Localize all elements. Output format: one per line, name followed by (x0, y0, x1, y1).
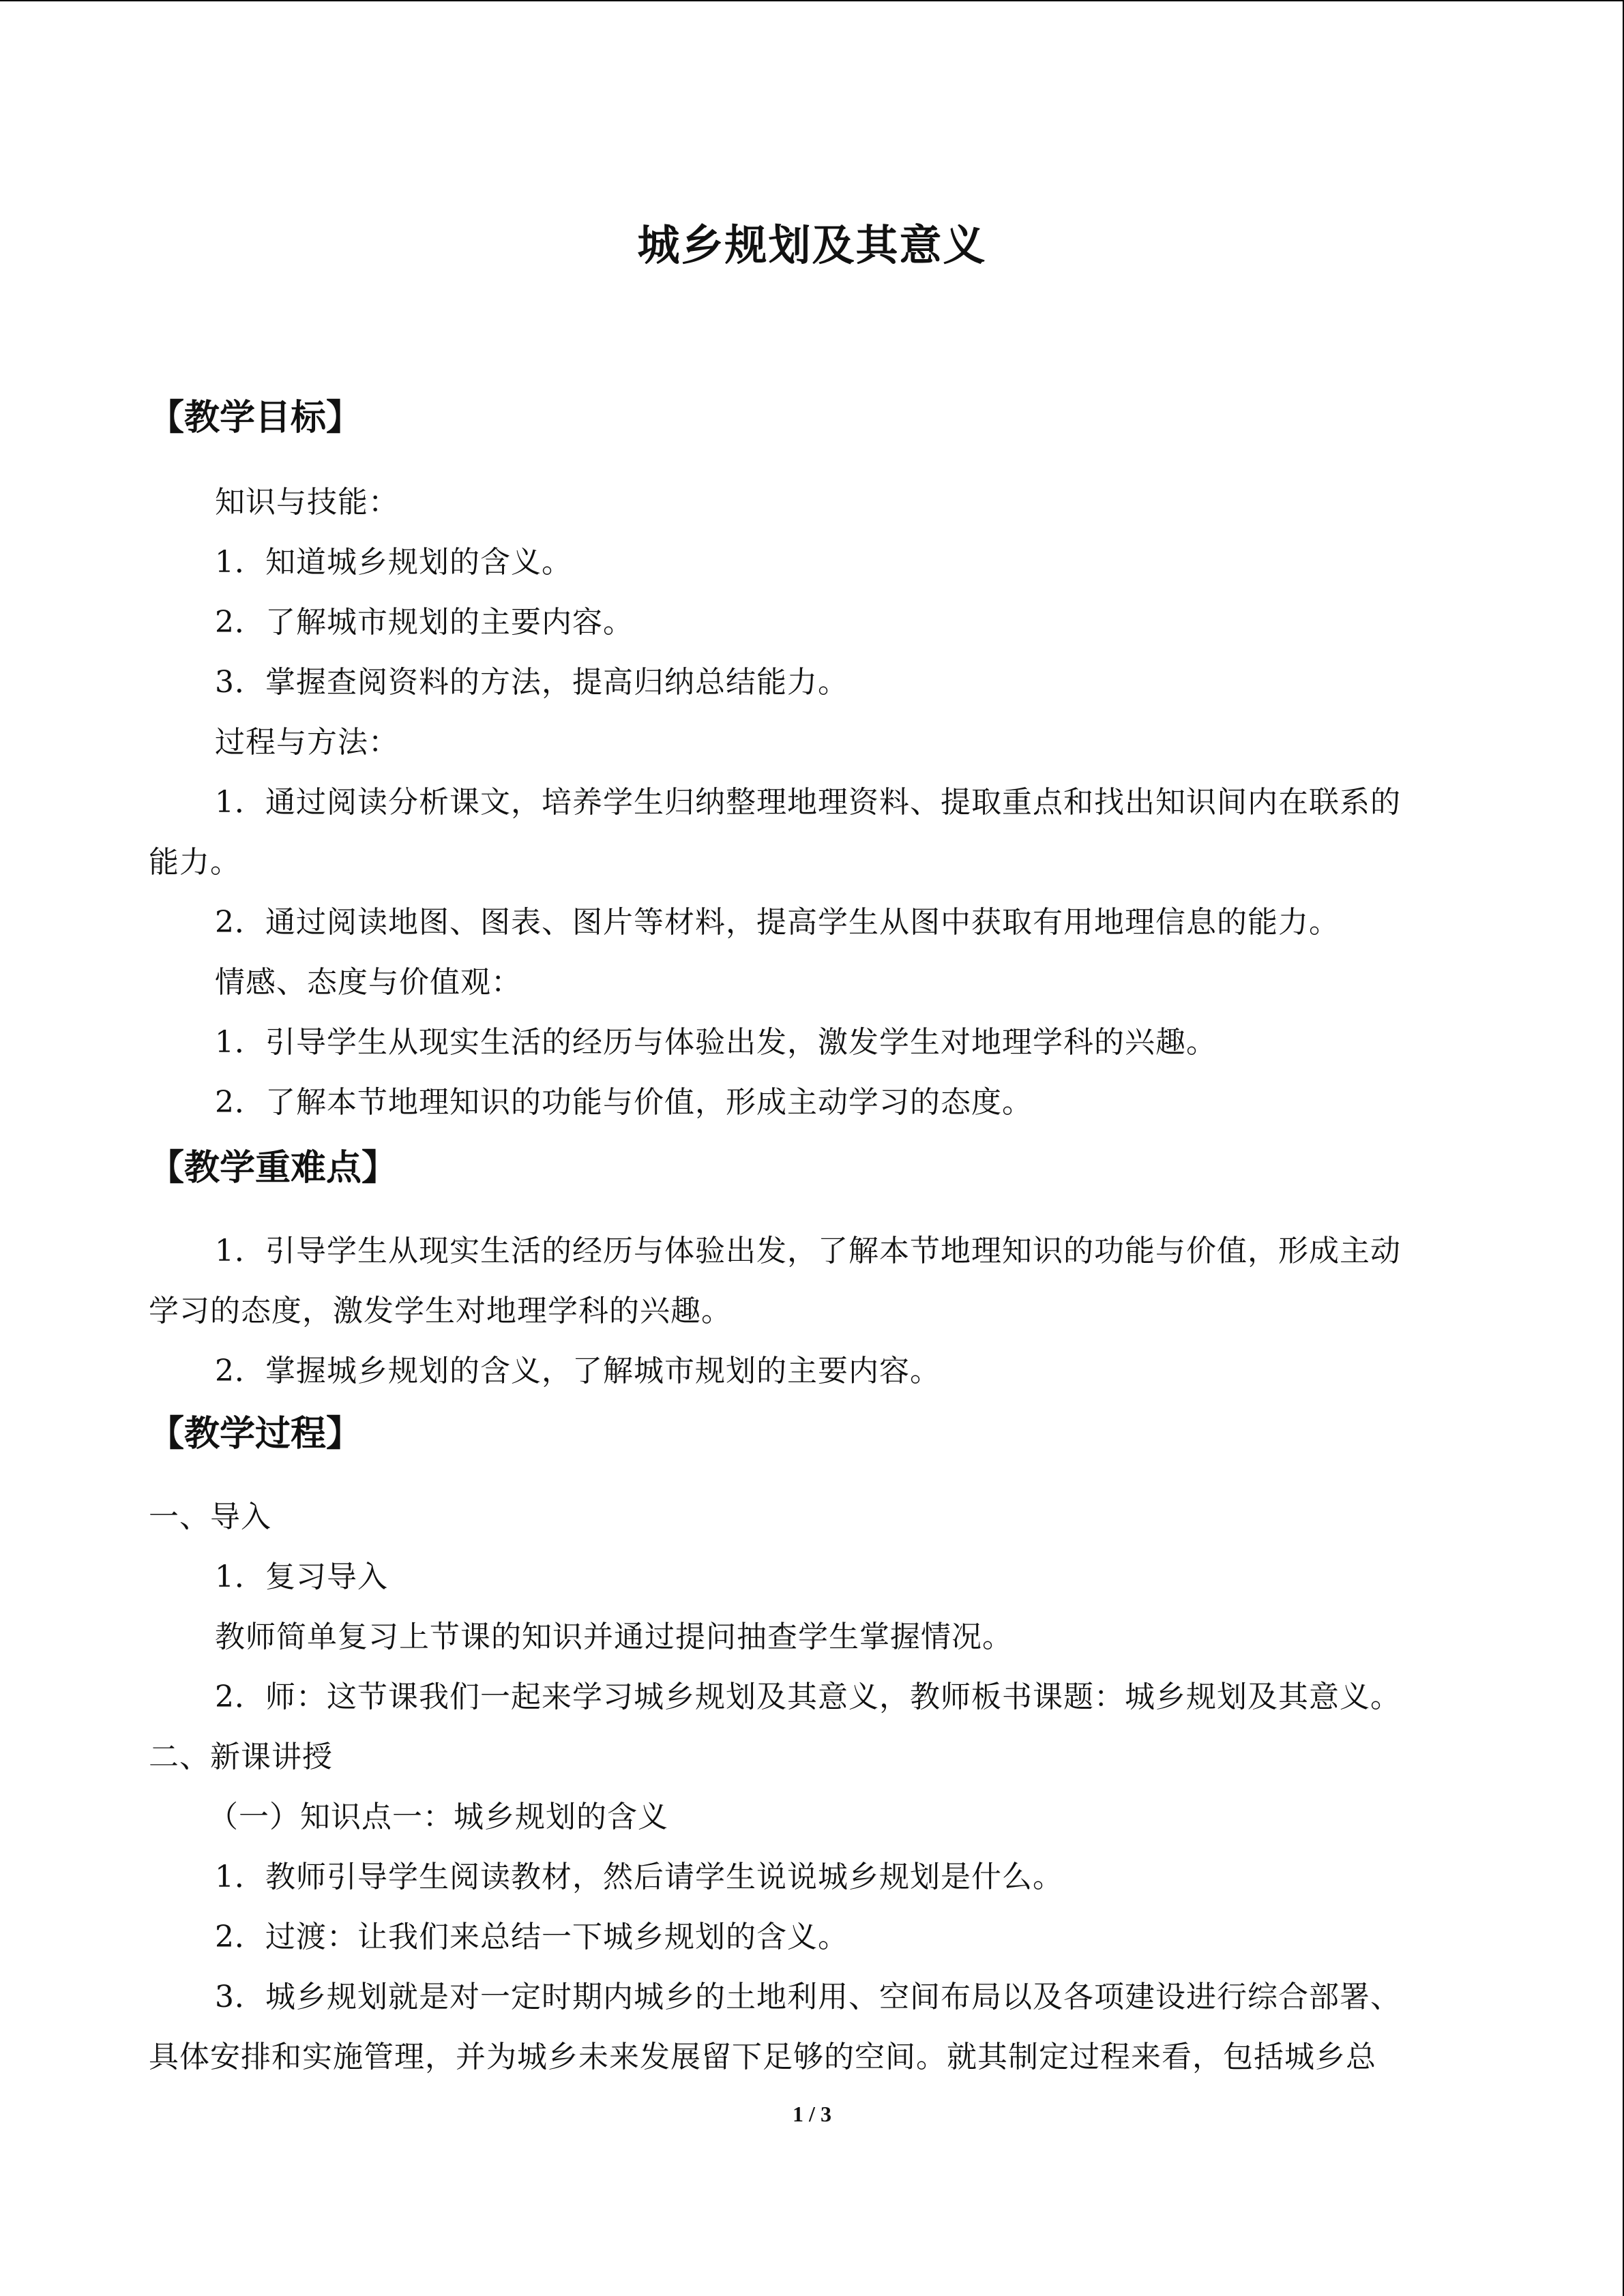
text-line: 2．掌握城乡规划的含义，了解城市规划的主要内容。 (215, 1354, 941, 1388)
text-line: 1．引导学生从现实生活的经历与体验出发，激发学生对地理学科的兴趣。 (215, 1025, 1217, 1060)
text-line: 2．过渡：让我们来总结一下城乡规划的含义。 (215, 1920, 848, 1954)
section-heading-process: 【教学过程】 (149, 1414, 362, 1455)
text-line: 1．知道城乡规划的含义。 (215, 545, 572, 580)
text-line: 二、新课讲授 (149, 1740, 333, 1774)
text-line: 1．复习导入 (215, 1560, 388, 1594)
text-line: 1．通过阅读分析课文，培养学生归纳整理地理资料、提取重点和找出知识间内在联系的 (215, 785, 1401, 820)
text-line: 2．了解城市规划的主要内容。 (215, 605, 634, 640)
text-line: 3．城乡规划就是对一定时期内城乡的土地利用、空间布局以及各项建设进行综合部署、 (215, 1980, 1401, 2014)
text-line: 具体安排和实施管理，并为城乡未来发展留下足够的空间。就其制定过程来看，包括城乡总 (149, 2040, 1376, 2074)
section-heading-goals: 【教学目标】 (149, 398, 362, 438)
text-line: 学习的态度，激发学生对地理学科的兴趣。 (149, 1294, 732, 1328)
section-heading-keypoints: 【教学重难点】 (149, 1148, 398, 1189)
text-line: 1．引导学生从现实生活的经历与体验出发，了解本节地理知识的功能与价值，形成主动 (215, 1234, 1401, 1268)
text-line: 一、导入 (149, 1500, 271, 1534)
text-line: 2．师：这节课我们一起来学习城乡规划及其意义，教师板书课题：城乡规划及其意义。 (215, 1680, 1401, 1714)
text-line: 2．了解本节地理知识的功能与价值，形成主动学习的态度。 (215, 1085, 1033, 1120)
text-line: 1．教师引导学生阅读教材，然后请学生说说城乡规划是什么。 (215, 1860, 1063, 1894)
text-line: 能力。 (149, 845, 241, 880)
text-line: 知识与技能： (215, 485, 399, 520)
text-line: 教师简单复习上节课的知识并通过提问抽查学生掌握情况。 (215, 1620, 1013, 1654)
text-line: 3．掌握查阅资料的方法，提高归纳总结能力。 (215, 665, 848, 700)
text-line: （一）知识点一：城乡规划的含义 (208, 1800, 668, 1834)
text-line: 情感、态度与价值观： (215, 965, 522, 1000)
text-line: 2．通过阅读地图、图表、图片等材料，提高学生从图中获取有用地理信息的能力。 (215, 905, 1340, 940)
page-number: 1 / 3 (793, 2102, 831, 2126)
page-title: 城乡规划及其意义 (637, 220, 987, 270)
text-line: 过程与方法： (215, 725, 399, 760)
